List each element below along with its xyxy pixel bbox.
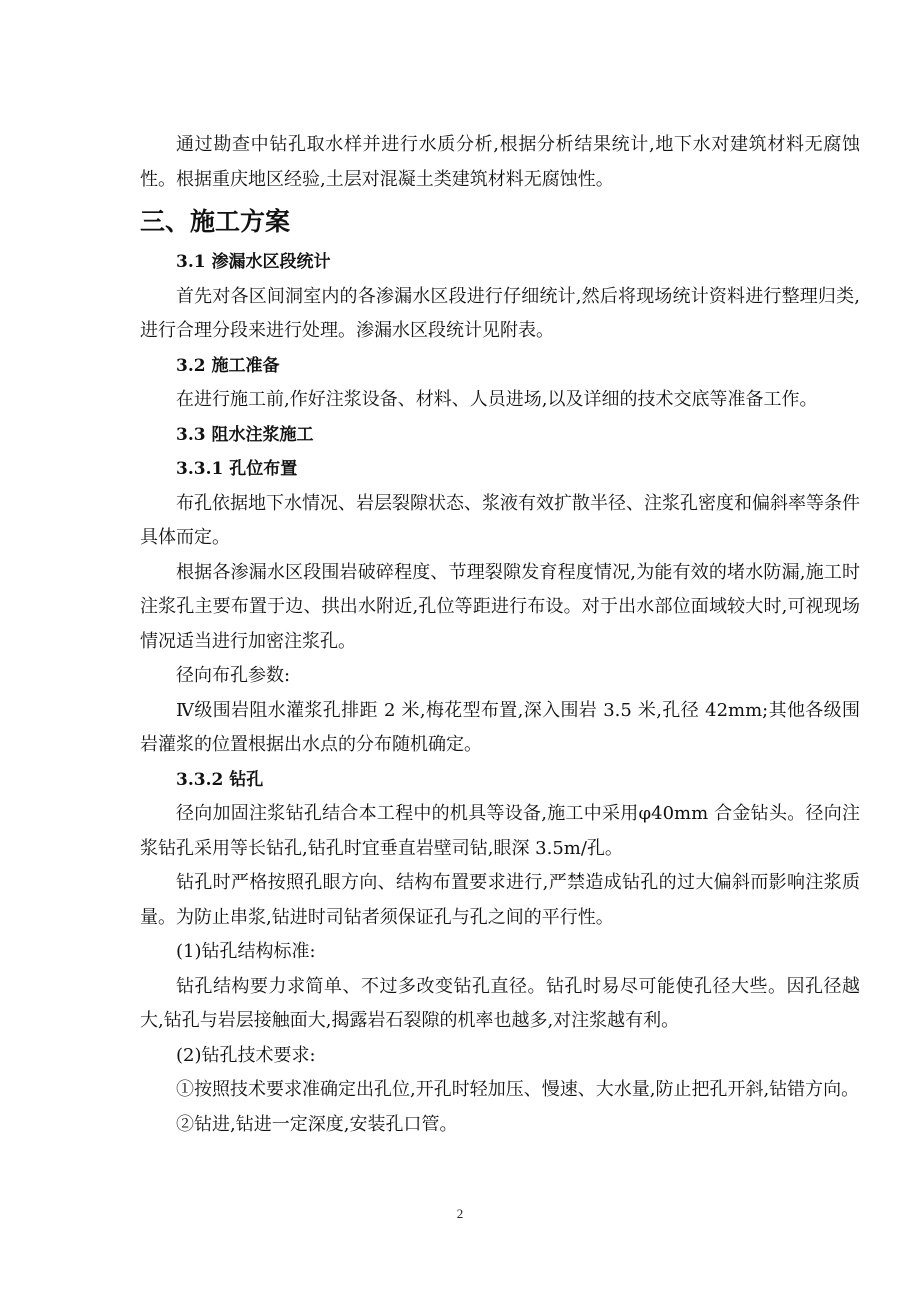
paragraph-3-2: 在进行施工前,作好注浆设备、材料、人员进场,以及详细的技术交底等准备工作。 [176,389,818,410]
paragraph-radial-detail: Ⅳ级围岩阻水灌浆孔排距 2 米,梅花型布置,深入围岩 3.5 米,孔径 42mm;其他各级围岩灌浆的位置根据出水点的分布随机确定。 [140,699,860,755]
paragraph-structure-detail: 钻孔结构要力求简单、不过多改变钻孔直径。钻孔时易尽可能使孔径大些。因孔径越大,钻孔与岩层接触面大,揭露岩石裂隙的机率也越多,对注浆越有利。 [140,975,860,1031]
paragraph-requirement-1: ①按照技术要求准确定出孔位,开孔时轻加压、慢速、大水量,防止把孔开斜,钻错方向。 [176,1079,860,1100]
heading-3-1: 3.1 渗漏水区段统计 [176,252,331,272]
paragraph-radial-params: 径向布孔参数: [176,665,291,686]
heading-3-3-2: 3.3.2 钻孔 [176,769,264,790]
paragraph-requirement-2: ②钻进,钻进一定深度,安装孔口管。 [176,1113,458,1135]
document-body [140,128,860,1142]
heading-3-2: 3.2 施工准备 [176,355,280,376]
heading-3-3: 3.3 阻水注浆施工 [176,424,314,445]
paragraph-requirements-title: (2)钻孔技术要求: [176,1044,316,1066]
paragraph-drill-1: 径向加固注浆钻孔结合本工程中的机具等设备,施工中采用φ40mm 合金钻头。径向注浆钻孔采用等长钻孔,钻孔时宜垂直岩壁司钻,眼深 3.5m/孔。 [140,803,860,859]
paragraph-layout-2: 根据各渗漏水区段围岩破碎程度、节理裂隙发育程度情况,为能有效的堵水防漏,施工时注浆孔主要布置于边、拱出水附近,孔位等距进行布设。对于出水部位面域较大时,可视现场情况适当进行加密注浆孔。 [140,561,860,652]
heading-3-3-1: 3.3.1 孔位布置 [176,459,298,479]
paragraph-corrosion: 通过勘查中钻孔取水样并进行水质分析,根据分析结果统计,地下水对建筑材料无腐蚀性。根据重庆地区经验,土层对混凝土类建筑材料无腐蚀性。 [140,134,860,190]
section-heading-construction-plan: 三、施工方案 [140,207,291,236]
paragraph-structure-title: (1)钻孔结构标准: [176,941,316,962]
paragraph-drill-2: 钻孔时严格按照孔眼方向、结构布置要求进行,严禁造成钻孔的过大偏斜而影响注浆质量。为防止串浆,钻进时司钻者须保证孔与孔之间的平行性。 [140,872,860,928]
paragraph-3-1: 首先对各区间洞室内的各渗漏水区段进行仔细统计,然后将现场统计资料进行整理归类,进行合理分段来进行处理。渗漏水区段统计见附表。 [140,285,860,341]
page-number: 2 [456,1206,464,1221]
paragraph-layout-1: 布孔依据地下水情况、岩层裂隙状态、浆液有效扩散半径、注浆孔密度和偏斜率等条件具体而定。 [140,492,860,548]
